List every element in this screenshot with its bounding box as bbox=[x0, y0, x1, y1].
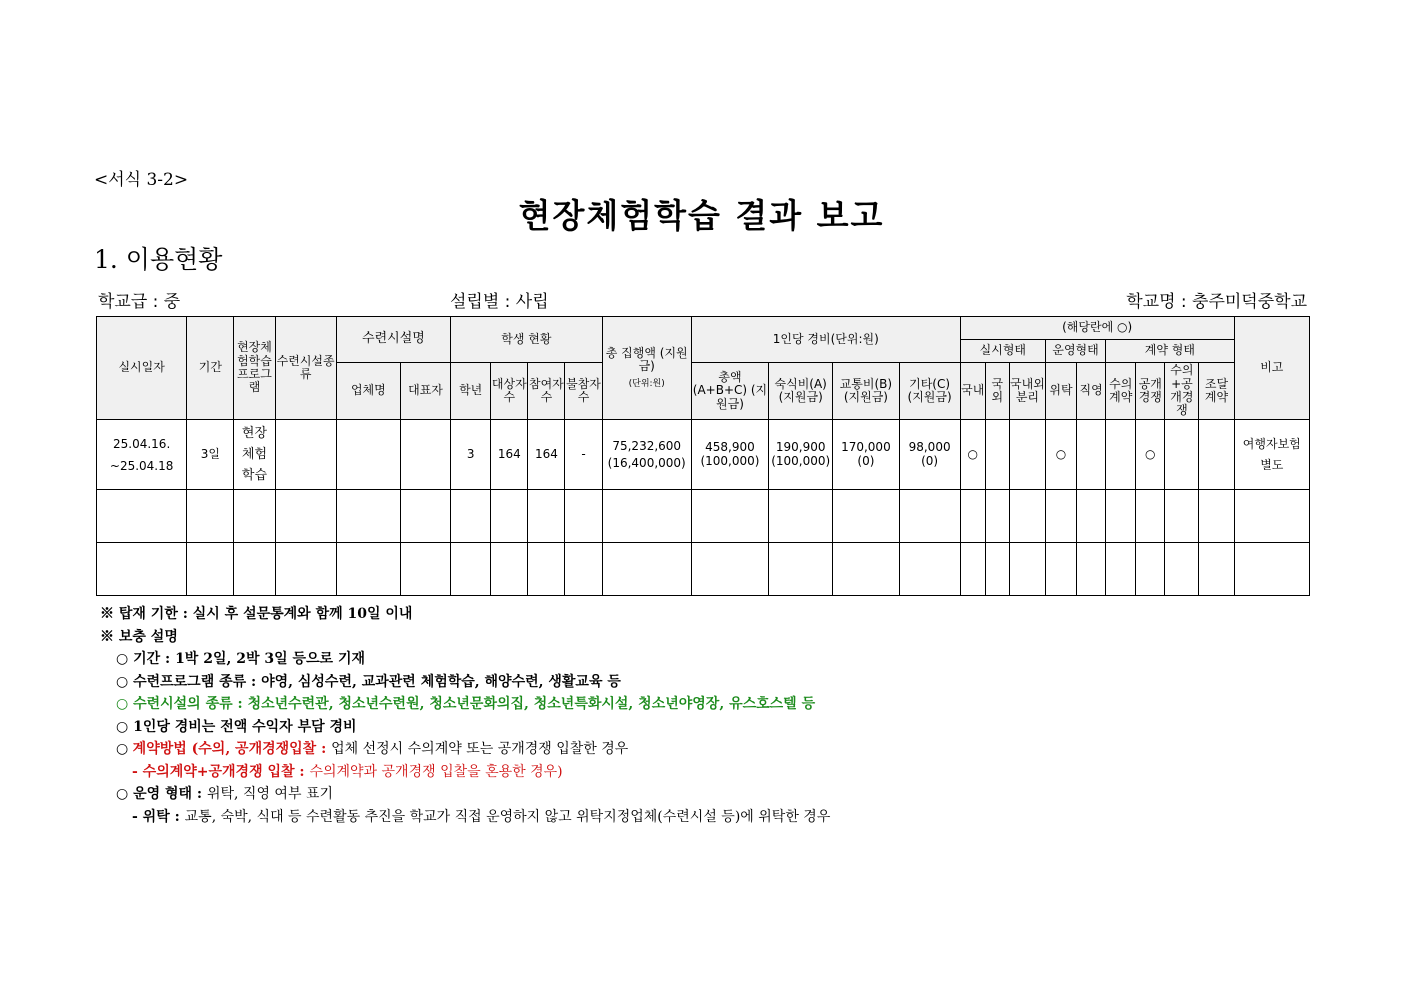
cell-period: 3일 bbox=[187, 420, 234, 490]
lodging-amount: 190,900 bbox=[775, 440, 826, 455]
note-program-text: 야영, 심성수련, 교과관련 체험학습, 해양수련, 생활교육 등 bbox=[261, 673, 621, 690]
header-domestic: 국내 bbox=[960, 363, 985, 420]
cell-consign: ○ bbox=[1045, 420, 1076, 490]
cell-total-abc bbox=[691, 420, 768, 490]
transport-amount: 170,000 bbox=[841, 440, 891, 455]
cell-date bbox=[97, 420, 187, 490]
header-facility-name: 수련시설명 bbox=[336, 317, 450, 363]
header-direct: 직영 bbox=[1077, 363, 1106, 420]
cell-remarks bbox=[1234, 420, 1309, 490]
cell-total-exec bbox=[602, 420, 691, 490]
cell-grade: 3 bbox=[451, 420, 491, 490]
header-absent: 불참자수 bbox=[565, 363, 602, 420]
cell-open-bid: ○ bbox=[1136, 420, 1165, 490]
header-total-exec-label: 총 집행액 (지원금) bbox=[605, 345, 688, 373]
total-exec-support: (16,400,000) bbox=[607, 455, 686, 470]
program-line-1: 현장 bbox=[241, 426, 268, 441]
cell-facility-type bbox=[275, 420, 336, 490]
note-op-text: 위탁, 직영 여부 표기 bbox=[206, 786, 333, 802]
other-support: (0) bbox=[921, 453, 939, 468]
cell-target: 164 bbox=[491, 420, 528, 490]
cell-separated bbox=[1009, 420, 1045, 490]
cell-mixed-contract bbox=[1165, 420, 1199, 490]
header-target: 대상자수 bbox=[491, 363, 528, 420]
cell-procurement bbox=[1199, 420, 1234, 490]
header-separated: 국내외분리 bbox=[1009, 363, 1045, 420]
note-facility-text: 청소년수련관, 청소년수련원, 청소년문화의집, 청소년특화시설, 청소년야영장, 유스호스텔 등 bbox=[247, 696, 816, 712]
table-row bbox=[97, 420, 1310, 490]
notes-section bbox=[96, 603, 830, 828]
header-op-form: 운영형태 bbox=[1045, 340, 1105, 363]
note-mixed-label: - 수의계약+공개경쟁 입찰 : bbox=[132, 763, 310, 780]
header-program: 현장체험학습프로그램 bbox=[234, 317, 275, 420]
note-consign-label: - 위탁 : bbox=[132, 808, 185, 825]
note-cost: ○ 1인당 경비는 전액 수익자 부담 경비 bbox=[116, 718, 357, 735]
cell-program bbox=[234, 420, 275, 490]
note-facility-label: ○ 수련시설의 종류 : bbox=[116, 696, 248, 712]
header-transport: 교통비(B) (지원금) bbox=[833, 363, 899, 420]
remarks-line-2: 별도 bbox=[1260, 457, 1284, 472]
note-mixed-text: 수의계약과 공개경쟁 입찰을 혼용한 경우) bbox=[309, 763, 563, 780]
header-per-person: 1인당 경비(단위:원) bbox=[691, 317, 960, 363]
cell-company bbox=[336, 420, 400, 490]
program-line-3: 학습 bbox=[241, 468, 268, 483]
program-line-2: 체험 bbox=[241, 447, 268, 462]
header-remarks: 비고 bbox=[1234, 317, 1309, 420]
header-other: 기타(C) (지원금) bbox=[899, 363, 960, 420]
note-period bbox=[96, 648, 830, 671]
usage-report-table bbox=[96, 316, 1310, 596]
header-exec-form: 실시형태 bbox=[960, 340, 1045, 363]
total-abc-support: (100,000) bbox=[700, 453, 760, 468]
cell-private-contract bbox=[1106, 420, 1136, 490]
form-number: <서식 3-2> bbox=[94, 170, 189, 190]
note-program bbox=[96, 671, 830, 694]
header-period: 기간 bbox=[187, 317, 234, 420]
note-period-text: 1박 2일, 2박 3일 등으로 기재 bbox=[175, 651, 365, 667]
header-consign: 위탁 bbox=[1045, 363, 1076, 420]
note-facility bbox=[96, 693, 830, 716]
table-row-empty bbox=[97, 543, 1310, 596]
header-participants: 참여자수 bbox=[528, 363, 565, 420]
note-contract-label: 계약방법 (수의, 공개경쟁입찰 : bbox=[132, 741, 332, 757]
school-name: 학교명 : 충주미덕중학교 bbox=[1126, 292, 1307, 312]
note-period-label: ○ 기간 : bbox=[116, 651, 176, 667]
date-to: ~25.04.18 bbox=[109, 458, 174, 473]
note-consign bbox=[96, 806, 830, 829]
note-deadline: ※ 탑재 기한 : 실시 후 설문통계와 함께 10일 이내 bbox=[100, 606, 413, 622]
school-level: 학교급 : 중 bbox=[98, 292, 181, 312]
page-title: 현장체험학습 결과 보고 bbox=[518, 196, 885, 235]
cell-other bbox=[899, 420, 960, 490]
cell-representative bbox=[400, 420, 450, 490]
header-lodging: 숙식비(A) (지원금) bbox=[769, 363, 833, 420]
header-unit: (단위:원) bbox=[628, 379, 665, 390]
header-representative: 대표자 bbox=[400, 363, 450, 420]
header-facility-type: 수련시설종류 bbox=[275, 317, 336, 420]
transport-support: (0) bbox=[857, 453, 875, 468]
header-total-exec bbox=[602, 317, 691, 420]
header-applicable: (해당란에 ○) bbox=[960, 317, 1234, 340]
header-date: 실시일자 bbox=[97, 317, 187, 420]
note-contract-text: 업체 선정시 수의계약 또는 공개경쟁 입찰한 경우 bbox=[331, 741, 629, 757]
remarks-line-1: 여행자보험 bbox=[1242, 436, 1301, 451]
note-consign-text: 교통, 숙박, 식대 등 수련활동 추진을 학교가 직접 운영하지 않고 위탁지정업체(수련시설 등)에 위탁한 경우 bbox=[184, 808, 831, 825]
note-supplement: ※ 보충 설명 bbox=[100, 628, 178, 645]
other-amount: 98,000 bbox=[908, 440, 951, 455]
total-exec-amount: 75,232,600 bbox=[612, 438, 682, 453]
header-student-status: 학생 현황 bbox=[451, 317, 602, 363]
cell-absent: - bbox=[565, 420, 602, 490]
cell-participants: 164 bbox=[528, 420, 565, 490]
table-row-empty bbox=[97, 490, 1310, 543]
cell-direct bbox=[1077, 420, 1106, 490]
header-procurement: 조달계약 bbox=[1199, 363, 1234, 420]
header-grade: 학년 bbox=[451, 363, 491, 420]
note-contract bbox=[96, 738, 830, 761]
circle-bullet: ○ bbox=[116, 741, 133, 757]
header-overseas: 국외 bbox=[985, 363, 1009, 420]
header-mixed-contract: 수의+공개경쟁 bbox=[1165, 363, 1199, 420]
note-mixed bbox=[96, 761, 830, 784]
header-total-abc: 총액(A+B+C) (지원금) bbox=[691, 363, 768, 420]
cell-overseas bbox=[985, 420, 1009, 490]
cell-lodging bbox=[769, 420, 833, 490]
note-op-label: ○ 운영 형태 : bbox=[116, 786, 207, 802]
section-title: 1. 이용현황 bbox=[94, 245, 223, 274]
header-company: 업체명 bbox=[336, 363, 400, 420]
total-abc-amount: 458,900 bbox=[705, 440, 755, 455]
lodging-support: (100,000) bbox=[771, 453, 831, 468]
header-private-contract: 수의계약 bbox=[1106, 363, 1136, 420]
header-open-bid: 공개경쟁 bbox=[1136, 363, 1165, 420]
date-from: 25.04.16. bbox=[113, 436, 171, 451]
note-program-label: ○ 수련프로그램 종류 : bbox=[116, 673, 262, 690]
establishment-type: 설립별 : 사립 bbox=[450, 292, 549, 312]
note-operation bbox=[96, 783, 830, 806]
cell-transport bbox=[833, 420, 899, 490]
header-contract-form: 계약 형태 bbox=[1106, 340, 1234, 363]
cell-domestic: ○ bbox=[960, 420, 985, 490]
